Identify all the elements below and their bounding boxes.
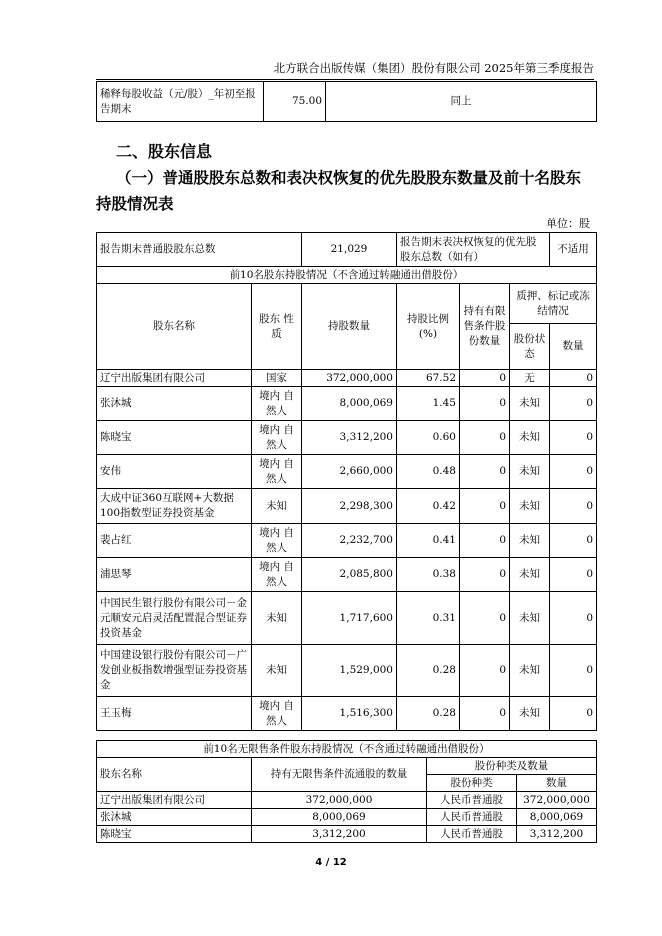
pledge-qty: 0 xyxy=(550,370,597,387)
shares-held: 1,717,600 xyxy=(302,592,397,645)
table-row xyxy=(97,387,597,421)
pledge-qty: 0 xyxy=(550,387,597,421)
page-header: 北方联合出版传媒（集团）股份有限公司 2025年第三季度报告 xyxy=(273,61,594,75)
summary-value-total: 21,029 xyxy=(302,233,397,267)
share-type: 人民币普通股 xyxy=(427,809,517,826)
unrestricted-shares: 372,000,000 xyxy=(252,792,427,809)
pledge-status: 未知 xyxy=(510,489,550,524)
header-row xyxy=(97,284,597,324)
col-header-type-group: 股份种类及数量 xyxy=(427,758,597,775)
col-header-name: 股东名称 xyxy=(97,758,252,792)
caption-row xyxy=(97,267,597,284)
shares-held: 3,312,200 xyxy=(302,421,397,455)
shareholder-nature: 未知 xyxy=(252,489,302,524)
pledge-status: 未知 xyxy=(510,558,550,592)
shareholder-name: 辽宁出版集团有限公司 xyxy=(97,370,252,387)
shareholder-name: 中国民生银行股份有限公司－金元顺安元启灵活配置混合型证券投资基金 xyxy=(97,592,252,645)
pledge-status: 未知 xyxy=(510,455,550,489)
col-header-pledge-status: 股份状态 xyxy=(510,324,550,370)
shareholder-nature: 境内 自然人 xyxy=(252,421,302,455)
section-title: 二、股东信息 xyxy=(116,142,213,161)
shares-held: 372,000,000 xyxy=(302,370,397,387)
pledge-status: 未知 xyxy=(510,421,550,455)
table-row xyxy=(97,558,597,592)
shareholder-nature: 境内 自然人 xyxy=(252,697,302,731)
shareholder-nature: 境内 自然人 xyxy=(252,558,302,592)
pledge-qty: 0 xyxy=(550,489,597,524)
pledge-qty: 0 xyxy=(550,645,597,697)
shares-held: 1,529,000 xyxy=(302,645,397,697)
eps-value: 75.00 xyxy=(264,82,326,122)
shareholder-name: 中国建设银行股份有限公司－广发创业板指数增强型证券投资基金 xyxy=(97,645,252,697)
pledge-status: 未知 xyxy=(510,524,550,558)
shares-held: 2,085,800 xyxy=(302,558,397,592)
header-rule xyxy=(96,79,594,80)
shares-held: 1,516,300 xyxy=(302,697,397,731)
shareholder-name: 浦思琴 xyxy=(97,558,252,592)
share-ratio: 67.52 xyxy=(397,370,460,387)
shareholder-name: 裴占红 xyxy=(97,524,252,558)
shares-held: 2,232,700 xyxy=(302,524,397,558)
restricted-shares: 0 xyxy=(460,455,510,489)
shareholder-nature: 未知 xyxy=(252,645,302,697)
share-type: 人民币普通股 xyxy=(427,826,517,843)
col-header-shares: 持股数量 xyxy=(302,284,397,370)
table-row xyxy=(97,455,597,489)
shareholder-name: 张沐城 xyxy=(97,809,252,826)
pledge-qty: 0 xyxy=(550,524,597,558)
shares-held: 8,000,069 xyxy=(302,387,397,421)
summary-row xyxy=(97,233,597,267)
top10-body xyxy=(97,370,597,731)
pledge-status: 未知 xyxy=(510,592,550,645)
share-ratio: 1.45 xyxy=(397,387,460,421)
shares-held: 2,298,300 xyxy=(302,489,397,524)
shareholder-name: 陈晓宝 xyxy=(97,826,252,843)
col-header-type: 股份种类 xyxy=(427,775,517,792)
col-header-pledge: 质押、标记或冻结情况 xyxy=(510,284,597,324)
shareholder-nature: 境内 自然人 xyxy=(252,455,302,489)
unrestricted-shareholders-table xyxy=(96,740,597,843)
table-row xyxy=(97,826,597,843)
shareholder-nature: 国家 xyxy=(252,370,302,387)
share-qty: 3,312,200 xyxy=(517,826,597,843)
shareholder-name: 辽宁出版集团有限公司 xyxy=(97,792,252,809)
col-header-pledge-qty: 数量 xyxy=(550,324,597,370)
table-row xyxy=(97,82,597,122)
table-row xyxy=(97,421,597,455)
table-row xyxy=(97,524,597,558)
caption-row xyxy=(97,741,597,758)
summary-value-preferred: 不适用 xyxy=(550,233,597,267)
share-ratio: 0.28 xyxy=(397,645,460,697)
unrestricted-body xyxy=(97,792,597,843)
pledge-status: 未知 xyxy=(510,697,550,731)
pledge-qty: 0 xyxy=(550,558,597,592)
subtitle-line-1: （一）普通股股东总数和表决权恢复的优先股股东数量及前十名股东 xyxy=(116,169,582,187)
shareholder-name: 安伟 xyxy=(97,455,252,489)
col-header-nature: 股东 性质 xyxy=(252,284,302,370)
header-row xyxy=(97,758,597,775)
restricted-shares: 0 xyxy=(460,524,510,558)
summary-label-preferred: 报告期末表决权恢复的优先股股东总数（如有） xyxy=(397,233,550,267)
share-qty: 8,000,069 xyxy=(517,809,597,826)
top10-shareholders-table xyxy=(96,232,597,731)
share-ratio: 0.42 xyxy=(397,489,460,524)
pledge-status: 无 xyxy=(510,370,550,387)
share-ratio: 0.48 xyxy=(397,455,460,489)
shareholder-nature: 境内 自然人 xyxy=(252,524,302,558)
share-ratio: 0.28 xyxy=(397,697,460,731)
share-ratio: 0.38 xyxy=(397,558,460,592)
table-row xyxy=(97,489,597,524)
restricted-shares: 0 xyxy=(460,489,510,524)
shareholder-name: 王玉梅 xyxy=(97,697,252,731)
shares-held: 2,660,000 xyxy=(302,455,397,489)
top10-caption: 前10名股东持股情况（不含通过转融通出借股份） xyxy=(97,267,597,284)
table-row xyxy=(97,370,597,387)
unit-label: 单位：股 xyxy=(546,217,590,230)
pledge-qty: 0 xyxy=(550,421,597,455)
unrestricted-caption: 前10名无限售条件股东持股情况（不含通过转融通出借股份） xyxy=(97,741,597,758)
share-ratio: 0.31 xyxy=(397,592,460,645)
eps-label: 稀释每股收益（元/股）_年初至报告期末 xyxy=(97,82,264,122)
subtitle-line-2: 持股情况表 xyxy=(96,195,174,213)
shareholder-nature: 境内 自然人 xyxy=(252,387,302,421)
pledge-qty: 0 xyxy=(550,697,597,731)
unrestricted-shares: 8,000,069 xyxy=(252,809,427,826)
restricted-shares: 0 xyxy=(460,697,510,731)
table-row xyxy=(97,697,597,731)
col-header-restricted: 持有有限售条件股份数量 xyxy=(460,284,510,370)
shareholder-nature: 未知 xyxy=(252,592,302,645)
section-subtitle xyxy=(96,165,596,217)
summary-label-total: 报告期末普通股股东总数 xyxy=(97,233,302,267)
share-type: 人民币普通股 xyxy=(427,792,517,809)
pledge-qty: 0 xyxy=(550,592,597,645)
share-ratio: 0.60 xyxy=(397,421,460,455)
restricted-shares: 0 xyxy=(460,370,510,387)
restricted-shares: 0 xyxy=(460,645,510,697)
col-header-unrestricted-shares: 持有无限售条件流通股的数量 xyxy=(252,758,427,792)
shareholder-name: 陈晓宝 xyxy=(97,421,252,455)
pledge-status: 未知 xyxy=(510,645,550,697)
table-row xyxy=(97,592,597,645)
page-number: 4 / 12 xyxy=(315,857,347,868)
table-row xyxy=(97,645,597,697)
pledge-qty: 0 xyxy=(550,455,597,489)
table-row xyxy=(97,809,597,826)
restricted-shares: 0 xyxy=(460,421,510,455)
eps-table xyxy=(96,81,597,122)
unrestricted-shares: 3,312,200 xyxy=(252,826,427,843)
shareholder-name: 张沐城 xyxy=(97,387,252,421)
col-header-ratio: 持股比例(%) xyxy=(397,284,460,370)
restricted-shares: 0 xyxy=(460,387,510,421)
shareholder-name: 大成中证360互联网+大数据100指数型证券投资基金 xyxy=(97,489,252,524)
restricted-shares: 0 xyxy=(460,558,510,592)
col-header-name: 股东名称 xyxy=(97,284,252,370)
share-ratio: 0.41 xyxy=(397,524,460,558)
table-row xyxy=(97,792,597,809)
restricted-shares: 0 xyxy=(460,592,510,645)
col-header-qty: 数量 xyxy=(517,775,597,792)
eps-note: 同上 xyxy=(326,82,597,122)
share-qty: 372,000,000 xyxy=(517,792,597,809)
pledge-status: 未知 xyxy=(510,387,550,421)
